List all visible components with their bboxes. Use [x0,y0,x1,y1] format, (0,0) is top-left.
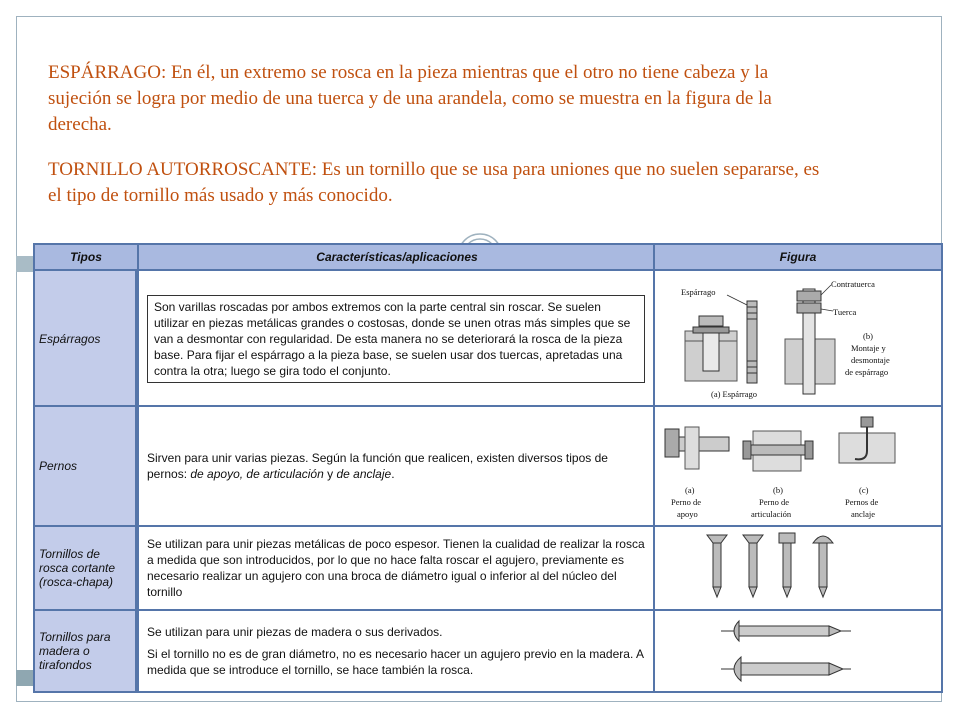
table-row-madera [35,609,941,691]
caption-c-3: anclaje [851,509,876,519]
paragraph-autorroscante: TORNILLO AUTORROSCANTE: Es un tornillo que se usa para uniones que no suelen separarse, es el tipo de tornillo más usado y más conocido. [48,159,820,206]
caption-b-1: (b) [773,485,783,495]
header-divider [137,245,139,269]
row-divider [653,527,655,609]
desc-text: Se utilizan para unir piezas metálicas de poco espesor. Tienen la cualidad de realizar la rosca a medida que son introducidos, por lo que no hace falta roscar el agujero, previamente es necesario realizar un agujero con una broca de diámetro igual o inferior al del núcleo del tornillo [147,537,645,599]
caption-a-1: (a) [685,485,695,495]
header-caracteristicas: Características/aplicaciones [316,250,478,264]
wood-screws-icon [655,611,941,691]
label-tuerca: Tuerca [833,307,857,317]
header-divider [653,245,655,269]
rosca-chapa-screws-icon [655,527,941,609]
figure-esparrago [655,271,941,407]
row-divider [137,271,139,407]
figure-pernos [655,407,941,525]
table-row-rosca-cortante [35,525,941,609]
table-row-esparragos [35,271,941,407]
desc-cell [139,611,655,691]
caption-b-4: de espárrago [845,367,889,377]
desc-part: Sirven para unir varias piezas. Según la función que realicen, existen diversos tipos de pernos: [147,451,608,481]
desc-part-italic: de apoyo, de articulación [190,467,324,481]
tipo-cell: Tornillos de rosca cortante (rosca-chapa) [35,527,137,609]
desc-cell [139,527,655,609]
slide-text [48,60,828,228]
row-divider [137,407,139,525]
caption-b-3: desmontaje [851,355,890,365]
caption-b-2: Perno de [759,497,789,507]
desc-text-1: Se utilizan para unir piezas de madera o sus derivados. [147,625,443,639]
desc-cell [139,407,655,525]
desc-text-2: Si el tornillo no es de gran diámetro, no es necesario hacer un agujero previo en la madera. A medida que se introduce el tornillo, se hace también la rosca. [147,647,644,677]
table-header [35,245,941,271]
desc-part: . [391,467,395,481]
caption-c-2: Pernos de [845,497,879,507]
tipo-cell: Tornillos para madera o tirafondos [35,611,137,691]
tipo-cell: Pernos [35,407,137,525]
desc-part: y [323,467,337,481]
fasteners-table [33,243,943,693]
caption-b-2: Montaje y [851,343,886,353]
caption-a-esparrago: (a) Espárrago [711,389,758,399]
paragraph-esparrago: ESPÁRRAGO: En él, un extremo se rosca en la pieza mientras que el otro no tiene cabeza y la sujeción se logra por medio de una tuerca y de una arandela, como se muestra en la figura de la derecha. [48,62,772,135]
row-divider [653,271,655,407]
desc-part-italic: de anclaje [336,467,392,481]
row-divider [653,611,655,691]
figure-tirafondos [655,611,941,691]
row-divider [137,611,139,691]
tipo-cell: Espárragos [35,271,137,407]
row-divider [653,407,655,525]
desc-text: Son varillas roscadas por ambos extremos con la parte central sin roscar. Se suelen utilizar en piezas metálicas grandes o costosas, donde se unen otras más simples que se van a desmontar con regularidad. De esta manera no se deteriorará la rosca de la pieza base. Para fijar el espárrago a la pieza base, se suelen usar dos tuercas, apretadas una contra la otra; luego se gira todo el conjunto. [147,295,645,383]
pernos-diagram [655,407,941,525]
esparrago-diagram [655,271,941,405]
caption-b-1: (b) [863,331,873,341]
header-tipos: Tipos [70,250,102,264]
row-divider [137,527,139,609]
figure-rosca-chapa [655,527,941,609]
caption-a-2: Perno de [671,497,701,507]
desc-cell [139,271,655,407]
caption-b-3: articulación [751,509,792,519]
header-figura: Figura [779,250,817,264]
caption-a-3: apoyo [677,509,698,519]
label-contratuerca: Contratuerca [831,279,875,289]
label-esparrago: Espárrago [681,287,716,297]
desc-text [147,450,645,482]
table-row-pernos [35,405,941,525]
caption-c-1: (c) [859,485,869,495]
